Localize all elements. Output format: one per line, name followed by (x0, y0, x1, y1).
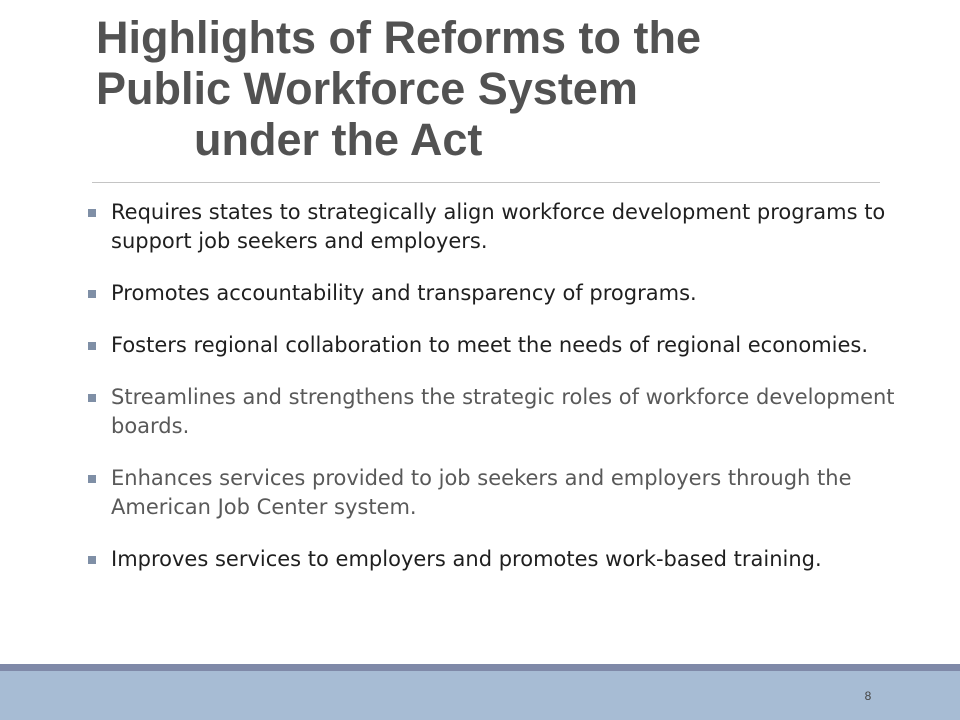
footer-band (0, 671, 960, 720)
bullet-item (84, 383, 924, 441)
bullet-text: Promotes accountability and transparency of programs. (111, 281, 697, 305)
square-bullet-icon (88, 209, 96, 217)
square-bullet-icon (88, 342, 96, 350)
square-bullet-icon (88, 290, 96, 298)
title-line: under the Act (194, 114, 483, 165)
square-bullet-icon (88, 556, 96, 564)
bullet-item (84, 331, 924, 360)
slide-title (96, 12, 896, 165)
bullet-text: Improves services to employers and promotes work-based training. (111, 547, 822, 571)
title-divider (92, 182, 880, 183)
footer-stripe (0, 664, 960, 671)
square-bullet-icon (88, 475, 96, 483)
bullet-item (84, 464, 924, 522)
bullet-item (84, 279, 924, 308)
bullet-text: Fosters regional collaboration to meet the needs of regional economies. (111, 333, 869, 357)
bullet-list (84, 198, 924, 597)
bullet-item (84, 198, 924, 256)
title-line: Public Workforce System (96, 63, 638, 114)
bullet-text: Streamlines and strengthens the strategic roles of workforce development boards. (111, 385, 895, 438)
square-bullet-icon (88, 394, 96, 402)
bullet-item (84, 545, 924, 574)
bullet-text: Enhances services provided to job seekers and employers through the American Job Center system. (111, 466, 852, 519)
title-line: Highlights of Reforms to the (96, 12, 701, 63)
bullet-text: Requires states to strategically align workforce development programs to support job seekers and employers. (111, 200, 886, 253)
page-number: 8 (864, 689, 872, 703)
